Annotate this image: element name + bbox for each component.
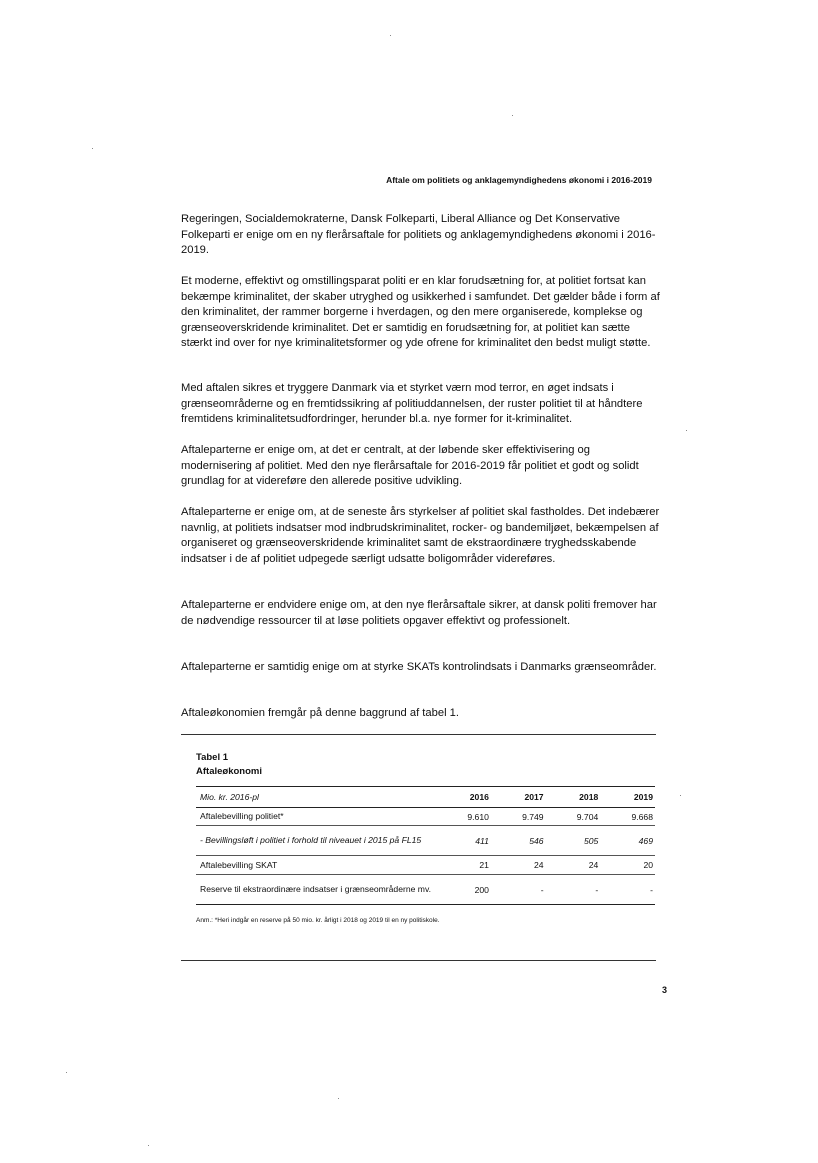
row-label: - Bevillingsløft i politiet i forhold til niveauet i 2015 på FL15 xyxy=(196,826,436,856)
scan-speck xyxy=(338,1098,339,1099)
table-cell: 200 xyxy=(436,875,491,905)
year-header: 2017 xyxy=(491,787,546,808)
table-label: Tabel 1 xyxy=(196,752,229,763)
paragraph-maintain-strengthening: Aftaleparterne er enige om, at de seneste års styrkelser af politiet skal fastholdes. Det indebærer navnlig, at politiets indsatser mod indbrudskriminalitet, rocker- og bandemiljøet, bekæmpelsen af organiseret og grænseoverskridende kriminalitet samt de ekstraordinære tryghedsskabende indsatser i de af politiet udpegede særligt udsatte boligområder videreføres. xyxy=(181,506,660,565)
scan-speck xyxy=(390,35,391,36)
table-cell: 469 xyxy=(600,826,655,856)
budget-table xyxy=(196,786,655,905)
table-row xyxy=(196,856,655,875)
table-cell: 411 xyxy=(436,826,491,856)
table-note: Anm.: *Heri indgår en reserve på 50 mio. kr. årligt i 2018 og 2019 til en ny politiskole. xyxy=(196,917,440,924)
table-row xyxy=(196,826,655,856)
running-header: Aftale om politiets og anklagemyndighedens økonomi i 2016-2019 xyxy=(386,175,652,185)
row-label: Aftalebevilling SKAT xyxy=(196,856,436,875)
scan-speck xyxy=(686,430,687,431)
table-title: Aftaleøkonomi xyxy=(196,766,262,777)
table-bottom-rule xyxy=(181,960,656,961)
table-cell: 24 xyxy=(546,856,601,875)
unit-header: Mio. kr. 2016-pl xyxy=(196,787,436,808)
paragraph-resources: Aftaleparterne er endvidere enige om, at den nye flerårsaftale sikrer, at dansk politi fremover har de nødvendige ressourcer til at løse politiets opgaver effektivt og professionelt. xyxy=(181,599,657,627)
table-cell: - xyxy=(600,875,655,905)
paragraph-safer-denmark: Med aftalen sikres et tryggere Danmark via et styrket værn mod terror, en øget indsats i grænseområderne og en fremtidssikring af politiuddannelsen, der ruster politiet til at håndtere fremtidens kriminalitetsudfordringer, herunder bl.a. nye former for it-kriminalitet. xyxy=(181,382,643,426)
table-cell: 24 xyxy=(491,856,546,875)
table-cell: 9.610 xyxy=(436,808,491,826)
table-cell: 9.668 xyxy=(600,808,655,826)
paragraph-skat: Aftaleparterne er samtidig enige om at styrke SKATs kontrolindsats i Danmarks grænseområder. xyxy=(181,661,657,673)
table-caption xyxy=(196,751,262,779)
table-cell: - xyxy=(546,875,601,905)
table-cell: 546 xyxy=(491,826,546,856)
scan-speck xyxy=(92,148,93,149)
paragraph-efficiency: Aftaleparterne er enige om, at det er centralt, at der løbende sker effektivisering og modernisering af politiet. Med den nye flerårsaftale for 2016-2019 får politiet et godt og solidt grundlag for at videreføre den allerede positive udvikling. xyxy=(181,444,639,488)
paragraph-modern-police: Et moderne, effektivt og omstillingsparat politi er en klar forudsætning for, at politiet fortsat kan bekæmpe kriminalitet, der skaber utryghed og usikkerhed i samfundet. Det gælder både i form af den kriminalitet, der rammer borgerne i hverdagen, og den mere organiserede, komplekse og grænseoverskridende kriminalitet. Det er samtidig en forudsætning for, at politiet kan sætte stærkt ind over for nye kriminalitetsformer og yde ofrene for kriminalitet den bedst muligt støtte. xyxy=(181,275,660,350)
paragraph-intro: Regeringen, Socialdemokraterne, Dansk Folkeparti, Liberal Alliance og Det Konservative Folkeparti er enige om en ny flerårsaftale for politiets og anklagemyndighedens økonomi i 2016-2019. xyxy=(181,213,656,257)
table-row xyxy=(196,808,655,826)
scan-speck xyxy=(148,1145,149,1146)
year-header: 2019 xyxy=(600,787,655,808)
table-cell: - xyxy=(491,875,546,905)
row-label: Aftalebevilling politiet* xyxy=(196,808,436,826)
table-cell: 9.704 xyxy=(546,808,601,826)
paragraph-table-reference: Aftaleøkonomien fremgår på denne baggrund af tabel 1. xyxy=(181,707,460,719)
table-cell: 9.749 xyxy=(491,808,546,826)
row-label: Reserve til ekstraordinære indsatser i grænseområderne mv. xyxy=(196,875,436,905)
table-row xyxy=(196,875,655,905)
table-top-rule xyxy=(181,734,656,735)
year-header: 2016 xyxy=(436,787,491,808)
page-number: 3 xyxy=(662,985,668,995)
scan-speck xyxy=(680,795,681,796)
table-header-row xyxy=(196,787,655,808)
scan-speck xyxy=(512,115,513,116)
table-cell: 20 xyxy=(600,856,655,875)
scan-speck xyxy=(66,1072,67,1073)
year-header: 2018 xyxy=(546,787,601,808)
table-cell: 505 xyxy=(546,826,601,856)
table-cell: 21 xyxy=(436,856,491,875)
